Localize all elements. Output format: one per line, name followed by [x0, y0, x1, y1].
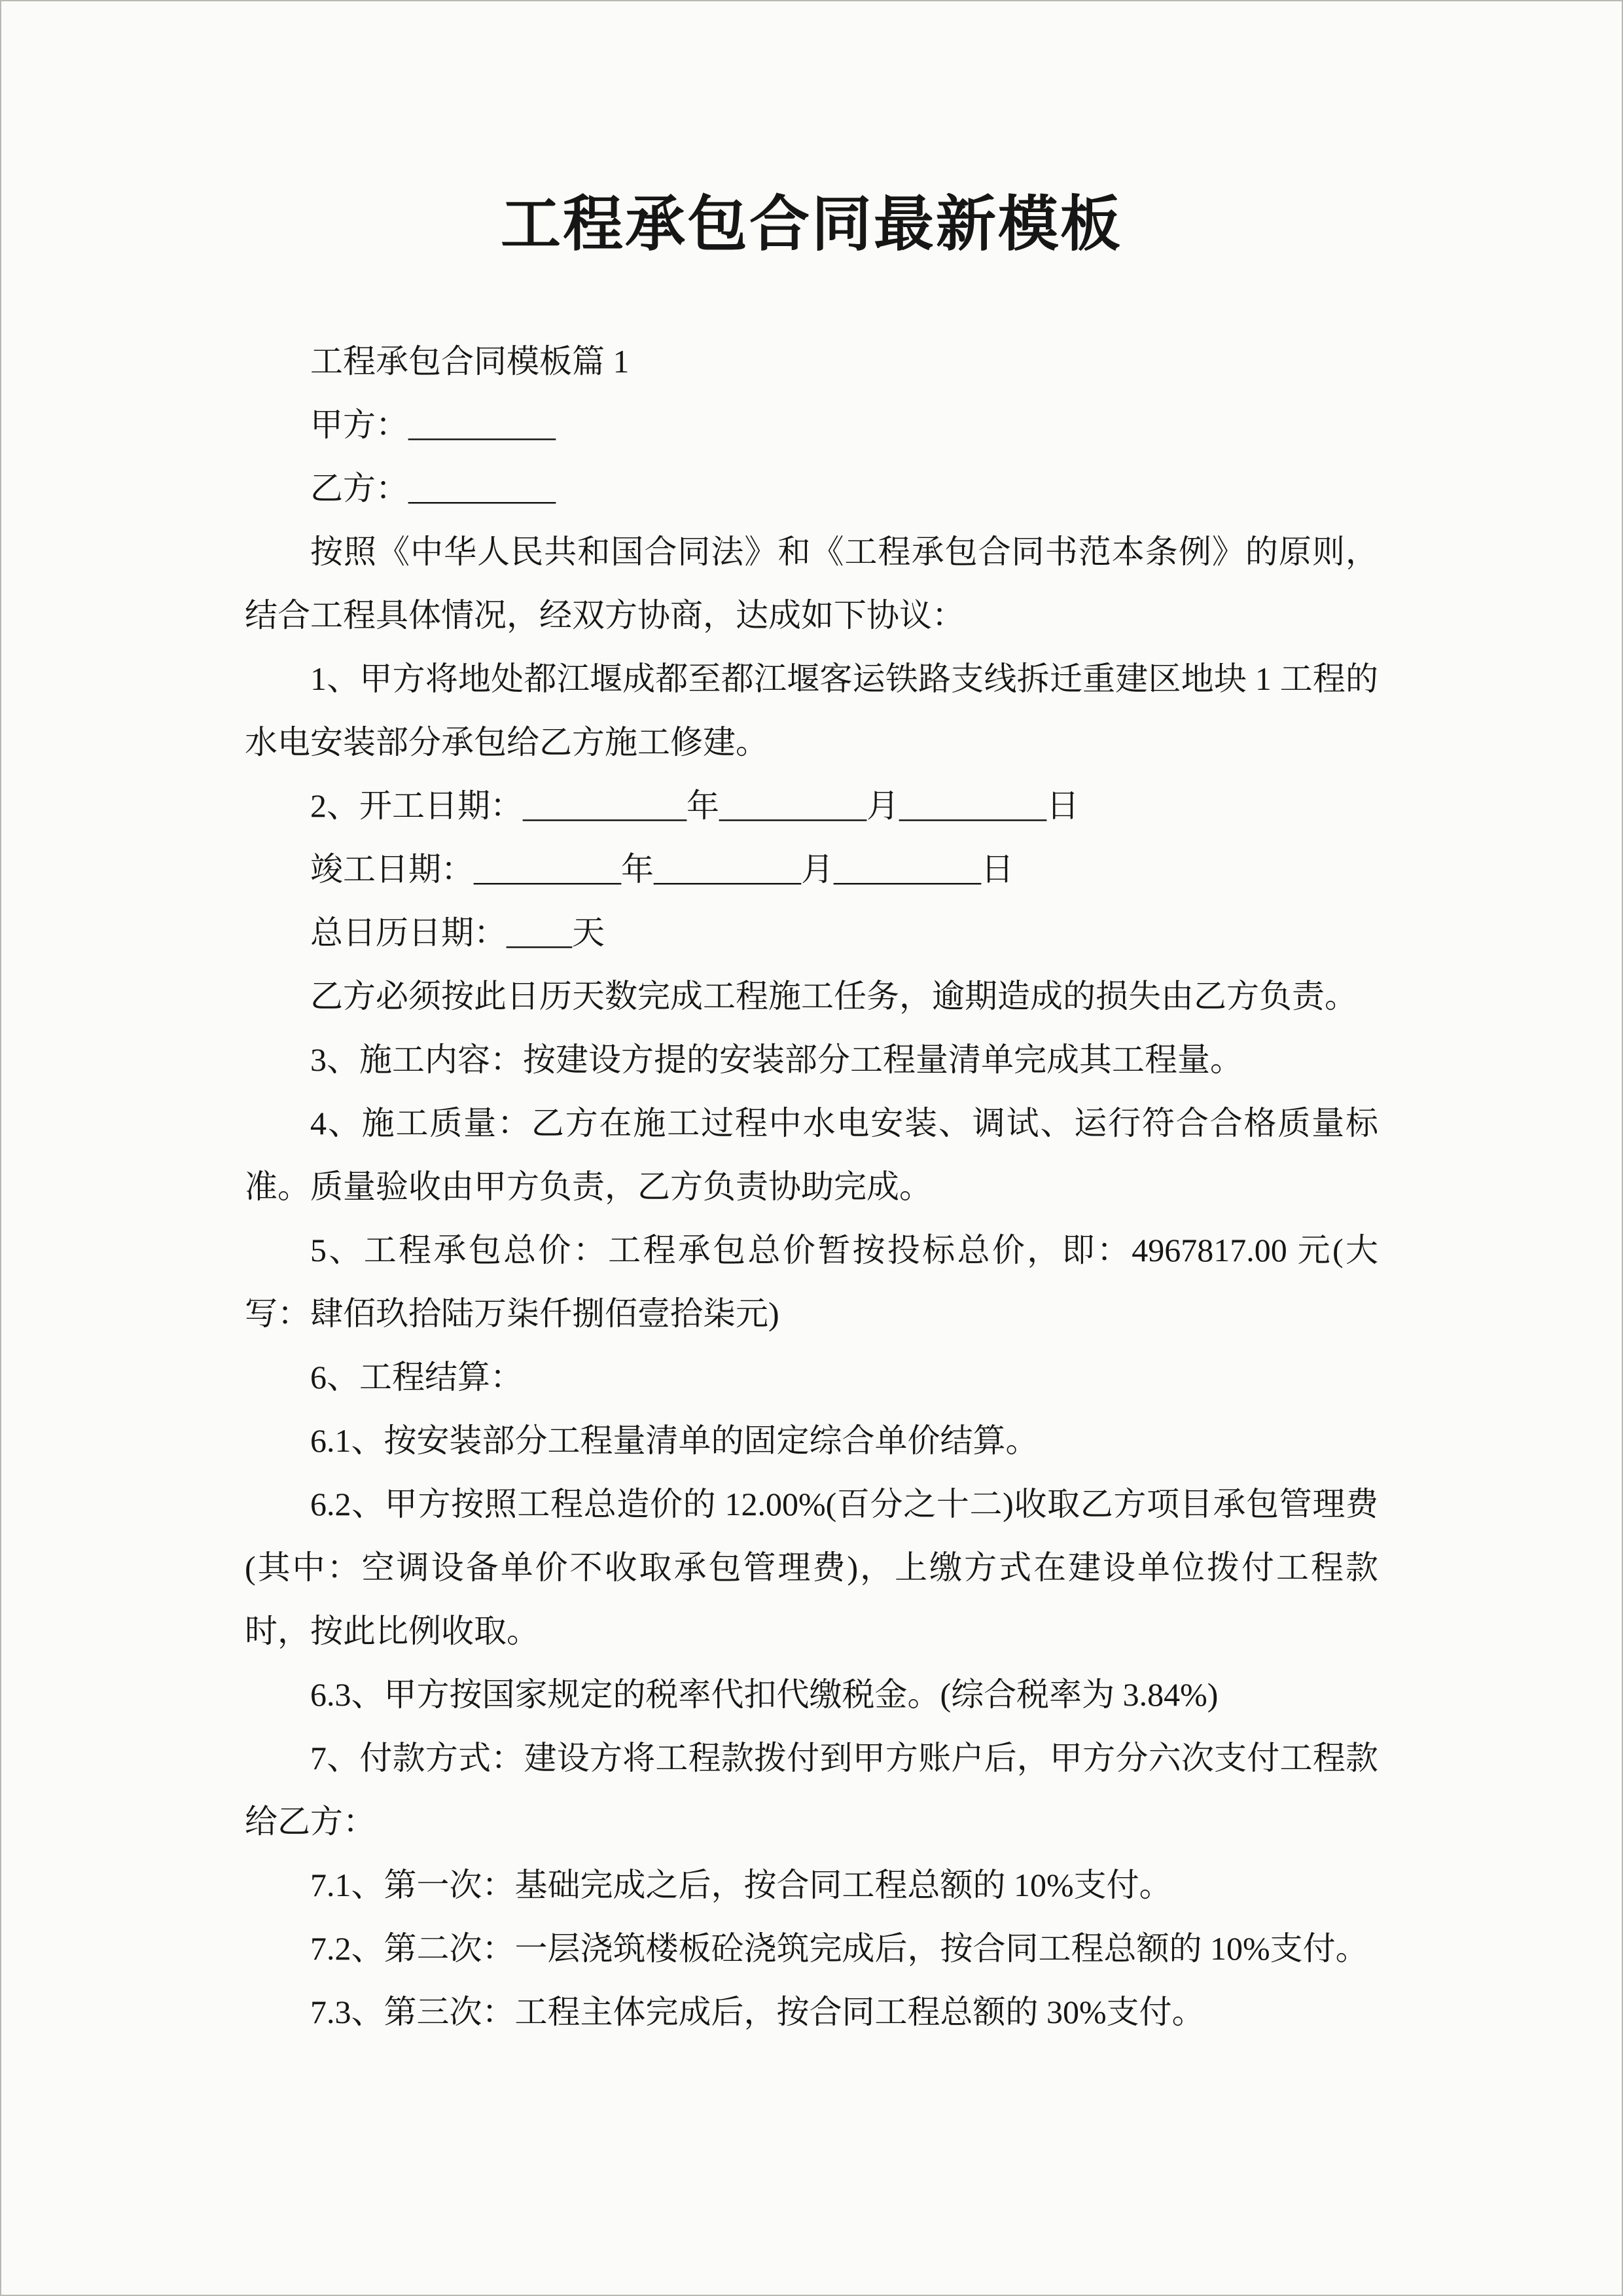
clause-2-calendar-days: 总日历日期：____天 — [310, 914, 605, 952]
clause-4: 4、施工质量：乙方在施工过程中水电安装、调试、运行符合合格质量标准。质量验收由甲方负责，乙方负责协助完成。 — [245, 1105, 1378, 1206]
clause-7-3: 7.3、第三次：工程主体完成后，按合同工程总额的 30%支付。 — [310, 1994, 1205, 2031]
clause-5: 5、工程承包总价：工程承包总价暂按投标总价，即：4967817.00 元(大写：肆佰玖拾陆万柒仟捌佰壹拾柒元) — [245, 1232, 1378, 1333]
clause-7-2: 7.2、第二次：一层浇筑楼板砼浇筑完成后，按合同工程总额的 10%支付。 — [310, 1930, 1368, 1967]
clause-7: 7、付款方式：建设方将工程款拨付到甲方账户后，甲方分六次支付工程款给乙方： — [245, 1740, 1378, 1840]
clause-1: 1、甲方将地处都江堰成都至都江堰客运铁路支线拆迁重建区地块 1 工程的水电安装部分承包给乙方施工修建。 — [245, 660, 1378, 761]
party-a-line: 甲方：_________ — [310, 406, 556, 444]
document-title: 工程承包合同最新模板 — [500, 191, 1122, 258]
document-body — [245, 330, 1378, 2044]
clause-3: 3、施工内容：按建设方提的安装部分工程量清单完成其工程量。 — [310, 1041, 1243, 1079]
party-b-line: 乙方：_________ — [310, 470, 556, 507]
clause-6-2: 6.2、甲方按照工程总造价的 12.00%(百分之十二)收取乙方项目承包管理费(其中：空调设备单价不收取承包管理费)，上缴方式在建设单位拨付工程款时，按此比例收取。 — [245, 1486, 1378, 1650]
clause-2-note: 乙方必须按此日历天数完成工程施工任务，逾期造成的损失由乙方负责。 — [310, 978, 1357, 1015]
section-heading: 工程承包合同模板篇 1 — [310, 343, 630, 380]
clause-6-1: 6.1、按安装部分工程量清单的固定综合单价结算。 — [310, 1422, 1039, 1460]
clause-7-1: 7.1、第一次：基础完成之后，按合同工程总额的 10%支付。 — [310, 1867, 1172, 1904]
clause-2-completion-date: 竣工日期：_________年_________月_________日 — [310, 851, 1014, 888]
preamble: 按照《中华人民共和国合同法》和《工程承包合同书范本条例》的原则，结合工程具体情况，经双方协商，达成如下协议： — [245, 533, 1378, 634]
clause-2-start-date: 2、开工日期：__________年_________月_________日 — [310, 787, 1079, 825]
clause-6-3: 6.3、甲方按国家规定的税率代扣代缴税金。(综合税率为 3.84%) — [310, 1676, 1219, 1713]
document-content — [1, 1, 1622, 2044]
clause-6: 6、工程结算： — [310, 1359, 523, 1396]
